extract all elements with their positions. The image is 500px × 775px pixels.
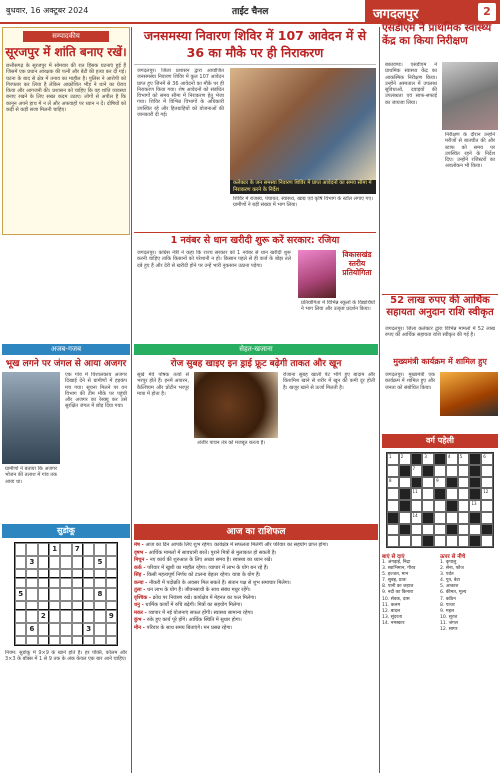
crossword-cell — [481, 512, 493, 524]
crossword-clue: 12. सागर — [440, 627, 458, 633]
sudoku-cell — [60, 623, 71, 636]
sudoku-cell — [72, 556, 83, 569]
sudoku-cell — [83, 588, 94, 601]
crossword-clue: 3. स्वाभिमान, गौरव — [382, 566, 416, 572]
sudoku-cell: 2 — [38, 610, 49, 623]
crossword-clue: 13. सुंदरता — [382, 614, 402, 620]
crossword-cell — [446, 500, 458, 512]
sudoku-cell — [83, 636, 94, 645]
zodiac-sign: धनु - — [134, 602, 146, 608]
crossword-cell — [434, 465, 446, 477]
sudoku-cell — [38, 543, 49, 556]
horoscope-list — [134, 542, 378, 772]
crossword-cell: 5 — [458, 453, 470, 465]
crossword-cell — [399, 500, 411, 512]
main-headline: जनसमस्या निवारण शिविर में 107 आवेदन में से 36 का मौके पर ही निराकरण — [134, 27, 376, 65]
zodiac-sign: मिथुन - — [134, 557, 150, 563]
sudoku-cell — [60, 556, 71, 569]
crossword-cell — [422, 535, 434, 547]
crossword-cell — [458, 477, 470, 489]
sudoku-cell — [38, 636, 49, 645]
crossword-cell: 2 — [399, 453, 411, 465]
crossword-cell — [399, 512, 411, 524]
sudoku-cell — [26, 610, 37, 623]
sudoku-cell — [49, 578, 60, 587]
newspaper-name: ताईट चैनल — [232, 7, 269, 17]
sudoku-cell — [26, 569, 37, 578]
horoscope-item — [134, 602, 378, 609]
crossword-cell — [387, 500, 399, 512]
crossword-cell — [458, 535, 470, 547]
crossword-cell — [469, 512, 481, 524]
sudoku-cell — [15, 543, 26, 556]
horoscope-item — [134, 580, 378, 587]
sdm-inspection-body: बकावण्ड। एसडीएम ने प्राथमिक स्वास्थ्य केंद्र का आकस्मिक निरीक्षण किया। उन्होंने अस्पताल में उपलब्ध सुविधाओं, दवाइयों की उपलब्धता एवं साफ-सफाई का जायजा लिया। — [385, 62, 437, 106]
horoscope-item — [134, 617, 378, 624]
horoscope-item — [134, 595, 378, 602]
crossword-cell — [481, 465, 493, 477]
crossword-clue: 8. पानी का जहाज — [382, 584, 414, 590]
horoscope-item — [134, 572, 378, 579]
sudoku-cell — [72, 636, 83, 645]
sudoku-cell — [83, 578, 94, 587]
python-photo — [2, 372, 60, 464]
crossword-clue: 6. कीमत, मूल्य — [440, 590, 467, 596]
photo-caption: कलेक्टर के जन समस्या निवारण शिविर में प्राप्त आवेदनों का समय सीमा में निराकरण करने के निर्देश — [230, 180, 376, 194]
crossword-cell: 13 — [469, 500, 481, 512]
crossword-clue: 14. नमस्कार — [382, 620, 405, 626]
sudoku-cell — [72, 623, 83, 636]
sudoku-cell — [38, 556, 49, 569]
sudoku-cell — [83, 569, 94, 578]
sudoku-cell — [15, 610, 26, 623]
horoscope-item — [134, 557, 378, 564]
crossword-cell — [422, 465, 434, 477]
sudoku-cell: 9 — [106, 610, 117, 623]
crossword-clue: 1. कृपालु — [440, 560, 457, 565]
crossword-grid — [386, 452, 494, 548]
crossword-clue: 1. अंगड़ाई, निद्रा — [382, 560, 411, 565]
dry-fruit-body: सूखे मेवे पोषक तत्वों से भरपूर होते हैं। इनमें आयरन, कैल्शियम और प्रोटीन भरपूर मात्रा में होता है। — [137, 372, 189, 397]
sudoku-cell — [106, 569, 117, 578]
zodiac-prediction: परिवार में खुशी का माहौल रहेगा। व्यापार में लाभ के योग बन रहे हैं। — [147, 564, 269, 571]
crossword-cell — [399, 535, 411, 547]
sudoku-cell — [15, 578, 26, 587]
crossword-cell — [458, 524, 470, 536]
page-number: 2 — [478, 3, 496, 21]
financial-aid-headline: 52 लाख रुपए की आर्थिक सहायता अनुदान राशि स्वीकृत — [382, 294, 498, 324]
crossword-cell — [446, 488, 458, 500]
cm-event-photo — [440, 372, 498, 416]
sudoku-cell — [72, 610, 83, 623]
dry-fruit-photo — [194, 372, 278, 438]
crossword-cell — [399, 488, 411, 500]
sudoku-grid — [14, 542, 118, 646]
editorial-tag: सम्पादकीय — [23, 31, 109, 42]
sudoku-cell — [15, 569, 26, 578]
horoscope-item — [134, 550, 378, 557]
sudoku-cell — [49, 636, 60, 645]
zodiac-sign: मीन - — [134, 624, 147, 631]
crossword-clue: 11. कलम — [382, 602, 401, 608]
sudoku-cell: 3 — [26, 556, 37, 569]
horoscope-item — [134, 542, 378, 549]
crossword-cell: 7 — [411, 465, 423, 477]
sudoku-cell — [83, 543, 94, 556]
zodiac-sign: वृश्चिक - — [134, 594, 153, 601]
zodiac-sign: कुंभ - — [134, 617, 147, 623]
sudoku-cell — [60, 588, 71, 601]
crossword-cell — [446, 512, 458, 524]
sudoku-cell — [49, 610, 60, 623]
crossword-cell: 14 — [411, 512, 423, 524]
crossword-cell — [481, 500, 493, 512]
sudoku-cell — [94, 610, 105, 623]
sudoku-cell — [60, 543, 71, 556]
sudoku-cell — [26, 601, 37, 610]
sudoku-cell — [26, 578, 37, 587]
sudoku-cell: 8 — [94, 588, 105, 601]
sudoku-cell: 1 — [49, 543, 60, 556]
crossword-cell: 1 — [387, 453, 399, 465]
horoscope-item — [134, 610, 378, 617]
sudoku-cell: 5 — [94, 556, 105, 569]
sudoku-cell — [106, 556, 117, 569]
crossword-cell — [481, 477, 493, 489]
sudoku-cell — [15, 556, 26, 569]
sudoku-cell — [106, 623, 117, 636]
sudoku-cell — [38, 623, 49, 636]
sudoku-cell — [49, 556, 60, 569]
dry-fruit-body-end: अंजीर पाचन तंत्र को मजबूत करता है। — [197, 440, 266, 446]
dry-fruit-body-continued: रोजाना सुबह खाली पेट भीगे हुए बादाम और किशमिश खाने से शरीर में खून की कमी दूर होती है। खजूर खाने से ऊर्जा मिलती है। — [283, 372, 375, 391]
sudoku-cell — [106, 578, 117, 587]
horoscope-item — [134, 587, 378, 594]
zodiac-prediction: क्रोध पर नियंत्रण रखें। कार्यक्षेत्र में मेहनत का फल मिलेगा। — [152, 594, 257, 601]
sudoku-cell — [94, 578, 105, 587]
zodiac-prediction: व्यापार में नई योजनाएं सफल होंगी। स्वास्थ्य सामान्य रहेगा। — [148, 609, 254, 616]
sdm-inspection-photo — [442, 62, 498, 130]
zodiac-sign: मेष - — [134, 542, 146, 548]
zodiac-prediction: आर्थिक मामलों में सावधानी बरतें। पुराने मित्रों से मुलाकात हो सकती है। — [148, 549, 277, 556]
crossword-cell — [446, 524, 458, 536]
crossword-cell — [446, 465, 458, 477]
sudoku-cell — [106, 543, 117, 556]
sudoku-cell — [94, 601, 105, 610]
sudoku-cell — [49, 601, 60, 610]
crossword-cell — [422, 500, 434, 512]
editorial-box — [2, 27, 130, 235]
sudoku-cell: 6 — [26, 623, 37, 636]
city-banner: जगदलपुर — [365, 0, 500, 24]
crossword-cell — [411, 524, 423, 536]
crossword-cell — [458, 512, 470, 524]
crossword-cell — [422, 512, 434, 524]
sudoku-cell — [60, 610, 71, 623]
clues-across-title: बाएं से दाएं — [382, 554, 405, 560]
crossword-cell — [422, 477, 434, 489]
python-headline: भूख लगने पर जंगल से आया अजगर — [5, 359, 127, 369]
sudoku-cell — [60, 636, 71, 645]
crossword-cell — [434, 488, 446, 500]
crossword-clue: 2. सेना, फौज — [440, 566, 464, 572]
paddy-purchase-headline: 1 नवंबर से धान खरीदी शुरू करें सरकार: रजिया — [134, 232, 376, 248]
zodiac-prediction: रुके हुए कार्य पूरे होंगे। आर्थिक स्थिति में सुधार होगा। — [146, 617, 242, 623]
sudoku-cell — [83, 601, 94, 610]
financial-aid-body: जगदलपुर। जिला कलेक्टर द्वारा विभिन्न मामलों में 52 लाख रुपए की आर्थिक सहायता राशि स्वीकृत की गई है। — [385, 326, 495, 339]
zodiac-sign: कर्क - — [134, 564, 148, 571]
issue-date: बुधवार, 16 अक्टूबर 2024 — [6, 6, 89, 15]
competition-body: प्रतियोगिता में विभिन्न स्कूलों के विद्यार्थियों ने भाग लिया और उत्कृष्ट प्रदर्शन किया। — [301, 300, 375, 313]
editorial-body: छत्तीसगढ़ के सूरजपुर में सोमवार की रात हिंसक घटनाएं हुई हैं जिसमें एक प्रधान आरक्षक की पत्नी और बेटी की हत्या कर दी गई। घटना के बाद से क्षेत्र में तनाव का माहौल है। पुलिस ने आरोपी को गिरफ्तार कर लिया है लेकिन आक्रोशित भीड़ ने थाने का घेराव किया और आगजनी की। प्रशासन को चाहिए कि वह शांति व्यवस्था बनाए रखने के लिए सख्त कदम उठाए। लोगों से अपील है कि कानून अपने हाथ में न लें और अफवाहों पर ध्यान न दें। दोषियों को कड़ी से कड़ी सजा मिलनी चाहिए। — [6, 63, 126, 114]
crossword-clue: 9. नदी का किनारा — [382, 590, 414, 596]
crossword-cell: 9 — [434, 477, 446, 489]
sudoku-cell — [15, 601, 26, 610]
cm-event-headline: मुख्यमंत्री कार्यक्रम में शामिल हुए — [393, 357, 487, 366]
crossword-cell — [481, 535, 493, 547]
zodiac-prediction: आज का दिन आपके लिए शुभ रहेगा। कार्यक्षेत्र में सफलता मिलेगी और परिवार का सहयोग प्राप्त होगा। — [145, 542, 329, 548]
main-story-body-continued: शिविर में राजस्व, पंचायत, स्वास्थ्य, खाद्य एवं कृषि विभाग के स्टॉल लगाए गए। ग्रामीणों ने बड़ी संख्या में भाग लिया। — [233, 196, 373, 209]
sudoku-cell — [72, 588, 83, 601]
crossword-clue: 5. आकाश — [440, 584, 459, 590]
sudoku-title: सुडोकू — [2, 524, 130, 538]
sudoku-cell — [106, 636, 117, 645]
sudoku-cell — [38, 588, 49, 601]
crossword-clues-across — [382, 552, 438, 772]
crossword-cell — [399, 524, 411, 536]
crossword-clue: 8. पत्थर — [440, 602, 455, 608]
zodiac-sign: कन्या - — [134, 579, 150, 586]
zodiac-prediction: किसी महत्वपूर्ण निर्णय को टालना बेहतर रहेगा। यात्रा के योग हैं। — [146, 572, 261, 578]
crossword-cell — [422, 524, 434, 536]
horoscope-title: आज का राशिफल — [134, 524, 378, 540]
sdm-inspection-headline: एसडीएम ने प्राथमिक स्वास्थ्य केंद्र का किया निरीक्षण — [382, 22, 492, 47]
zodiac-sign: सिंह - — [134, 572, 147, 578]
horoscope-item — [134, 625, 378, 632]
crossword-clue: 4. पुत्र, बेटा — [440, 578, 461, 584]
crossword-cell — [446, 477, 458, 489]
crossword-clue: 12. बादल — [382, 608, 401, 614]
crossword-cell — [446, 535, 458, 547]
section-band-health: सेहत-खजाना — [134, 344, 378, 355]
sudoku-cell — [49, 623, 60, 636]
zodiac-prediction: परिवार के साथ समय बिताएंगे। मन प्रसन्न रहेगा। — [146, 624, 233, 631]
crossword-cell: 6 — [481, 453, 493, 465]
sudoku-cell — [26, 588, 37, 601]
zodiac-sign: मकर - — [134, 609, 149, 616]
sudoku-cell — [72, 569, 83, 578]
sudoku-cell — [38, 601, 49, 610]
crossword-cell — [411, 453, 423, 465]
crossword-clue: 7. कठिन — [440, 596, 456, 602]
sudoku-cell — [15, 636, 26, 645]
sudoku-cell — [72, 578, 83, 587]
python-body-continued: ग्रामीणों ने बताया कि अजगर भोजन की तलाश में गांव तक आया था। — [5, 466, 57, 485]
crossword-cell — [434, 500, 446, 512]
crossword-clues-down — [440, 552, 498, 772]
sudoku-cell — [83, 610, 94, 623]
sudoku-cell — [94, 636, 105, 645]
sudoku-cell — [60, 578, 71, 587]
main-story-body: जगदलपुर। जिला प्रशासन द्वारा आयोजित जनसमस्या निवारण शिविर में कुल 107 आवेदन प्राप्त हुए जिनमें से 36 आवेदनों का मौके पर ही निराकरण किया गया। शेष आवेदनों को संबंधित विभागों को समय सीमा में निराकरण हेतु भेजा गया। शिविर में विभिन्न विभागों के अधिकारी उपस्थित रहे और हितग्राहियों को योजनाओं की जानकारी दी गई। — [137, 68, 224, 119]
sudoku-cell — [106, 601, 117, 610]
zodiac-sign: वृषभ - — [134, 549, 149, 556]
crossword-cell — [469, 488, 481, 500]
zodiac-prediction: धन लाभ के योग हैं। जीवनसाथी के साथ संबंध मधुर रहेंगे। — [147, 587, 251, 593]
crossword-cell — [458, 488, 470, 500]
sudoku-cell: 3 — [83, 623, 94, 636]
crossword-title: वर्ग पहेली — [382, 434, 498, 448]
crossword-cell — [399, 477, 411, 489]
crossword-cell — [469, 535, 481, 547]
crossword-clue: 10. सूरज — [440, 614, 458, 620]
cm-event-body: जगदलपुर। मुख्यमंत्री एक कार्यक्रम में शामिल हुए और जनता को संबोधित किया। — [385, 372, 435, 391]
sudoku-cell — [38, 569, 49, 578]
sudoku-cell — [49, 569, 60, 578]
crossword-cell — [469, 477, 481, 489]
crossword-cell: 4 — [446, 453, 458, 465]
crossword-cell — [387, 465, 399, 477]
crossword-cell — [411, 500, 423, 512]
competition-headline: विकासखंड स्तरीय प्रतियोगिता — [342, 250, 372, 277]
clues-down-title: ऊपर से नीचे — [440, 554, 466, 560]
zodiac-prediction: नए कार्य की शुरुआत के लिए अच्छा समय है। स्वास्थ्य का ध्यान रखें। — [149, 557, 273, 563]
crossword-cell — [434, 524, 446, 536]
crossword-cell — [411, 535, 423, 547]
sdm-inspection-body-continued: निरीक्षण के दौरान उन्होंने मरीजों से बातचीत की और स्टाफ को समय पर उपस्थित रहने के निर्देश दिए। उन्होंने रजिस्टरों का अवलोकन भी किया। — [445, 132, 495, 170]
crossword-cell — [387, 535, 399, 547]
crossword-cell: 8 — [387, 477, 399, 489]
crossword-clue: 7. सुबह, प्रातः — [382, 578, 407, 584]
leader-portrait — [298, 250, 336, 298]
crossword-cell — [458, 500, 470, 512]
sudoku-cell — [94, 623, 105, 636]
crossword-cell: 11 — [411, 488, 423, 500]
column-divider — [131, 27, 132, 773]
python-body: एक गांव में विशालकाय अजगर दिखाई देने से ग्रामीणों में हड़कंप मच गया। सूचना मिलने पर वन विभाग की टीम मौके पर पहुंची और अजगर का रेस्क्यू कर उसे सुरक्षित जंगल में छोड़ दिया गया। — [65, 372, 127, 410]
page-header — [0, 0, 500, 24]
crossword-cell — [387, 524, 399, 536]
sudoku-cell — [94, 543, 105, 556]
crossword-cell — [411, 477, 423, 489]
crossword-cell — [469, 453, 481, 465]
sudoku-cell — [94, 569, 105, 578]
crossword-cell — [387, 488, 399, 500]
sudoku-cell — [106, 588, 117, 601]
crossword-cell: 3 — [422, 453, 434, 465]
sudoku-cell: 5 — [15, 588, 26, 601]
crossword-cell — [469, 465, 481, 477]
crossword-cell — [387, 512, 399, 524]
zodiac-sign: तुला - — [134, 587, 148, 593]
crossword-cell — [434, 453, 446, 465]
crossword-clue: 9. महल — [440, 608, 455, 614]
zodiac-prediction: धार्मिक कार्यों में रुचि बढ़ेगी। मित्रों का सहयोग मिलेगा। — [145, 602, 243, 608]
sudoku-cell: 7 — [72, 543, 83, 556]
horoscope-item — [134, 565, 378, 572]
crossword-clue: 3. पर्वत — [440, 572, 454, 578]
sudoku-rules: नियम: सुडोकू में 9×9 के खाने होते हैं। हर पंक्ति, कॉलम और 3×3 के बॉक्स में 1 से 9 तक के अंक केवल एक बार आने चाहिए। — [5, 650, 127, 663]
crossword-cell — [434, 535, 446, 547]
crossword-cell — [481, 524, 493, 536]
crossword-cell — [458, 465, 470, 477]
dry-fruit-headline: रोज सुबह खाइए इन ड्राई फ्रूट बढ़ेगी ताकत और खून — [170, 359, 342, 369]
paddy-purchase-body: जगदलपुर। कांग्रेस नेत्री ने कहा कि राज्य सरकार को 1 नवंबर से धान खरीदी शुरू करनी चाहिए ताकि किसानों को परेशानी न हो। किसान पहले से ही कर्ज के बोझ तले दबे हुए हैं और देरी से खरीदी होने पर उन्हें भारी नुकसान उठाना पड़ेगा। — [137, 250, 291, 269]
sudoku-cell — [72, 601, 83, 610]
sudoku-cell — [60, 569, 71, 578]
sudoku-cell — [26, 543, 37, 556]
crossword-cell: 12 — [481, 488, 493, 500]
editorial-title: सूरजपुर में शांति बनाए रखें। — [5, 45, 127, 59]
sudoku-cell — [15, 623, 26, 636]
crossword-cell — [399, 465, 411, 477]
section-band-ajab-gajab: अजब-गजब — [2, 344, 130, 355]
sudoku-cell — [83, 556, 94, 569]
crossword-cell — [434, 512, 446, 524]
sudoku-cell — [26, 636, 37, 645]
sudoku-cell — [49, 588, 60, 601]
main-story-photo — [230, 68, 376, 180]
crossword-cell — [422, 488, 434, 500]
column-divider — [379, 27, 380, 773]
crossword-clue: 11. जंगल — [440, 620, 458, 626]
crossword-cell — [469, 524, 481, 536]
zodiac-prediction: नौकरी में पदोन्नति के अवसर मिल सकते हैं। संतान पक्ष से शुभ समाचार मिलेगा। — [149, 579, 291, 586]
sudoku-cell — [60, 601, 71, 610]
crossword-clue: 5. इज्जत, मान — [382, 572, 409, 578]
sudoku-cell — [38, 578, 49, 587]
crossword-clue: 10. सेवक, दास — [382, 596, 410, 602]
